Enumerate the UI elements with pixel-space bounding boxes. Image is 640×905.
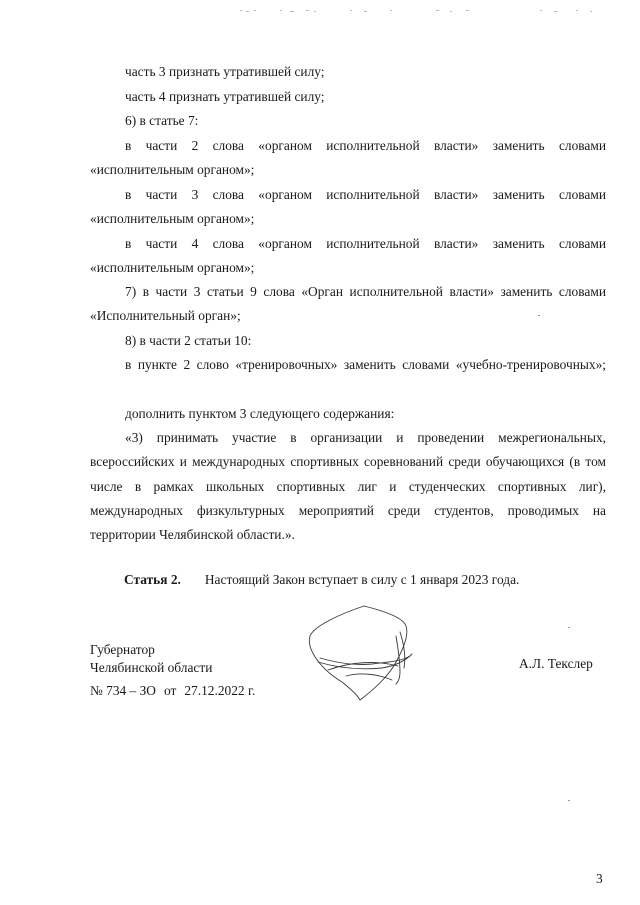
body-line-2: часть 4 признать утратившей силу; [125, 89, 325, 104]
body-paragraph-4: в части 2 слова «органом исполнительной власти» заменить словами «исполнительным органом»; [90, 138, 606, 178]
scan-speck [568, 800, 570, 801]
page-number: 3 [596, 871, 603, 886]
scan-speck [568, 627, 570, 628]
governor-title [90, 641, 212, 677]
body-paragraph-5: в части 3 слова «органом исполнительной власти» заменить словами «исполнительным органом»; [90, 187, 606, 227]
law-from-word: от [163, 683, 177, 698]
body-paragraph-6: в части 4 слова «органом исполнительной власти» заменить словами «исполнительным органом»; [90, 236, 606, 276]
scan-speck [538, 315, 540, 316]
law-number-line [90, 683, 263, 699]
body-line-10: дополнить пунктом 3 следующего содержания: [125, 406, 395, 421]
governor-title-line2: Челябинской области [90, 660, 213, 675]
body-line-3: 6) в статье 7: [125, 113, 199, 128]
governor-title-line1: Губернатор [90, 642, 155, 657]
handwritten-signature [300, 596, 418, 706]
article-2 [124, 570, 519, 590]
article-text: Настоящий Закон вступает в силу с 1 января 2023 года. [204, 572, 520, 587]
body-paragraph-quote: «3) принимать участие в организации и проведении межрегиональных, всероссийских и международных спортивных соревнований среди обучающихся (в том числе в рамках школьных спортивных лиг и студенческих спортивных лиг), международных физкультурных мероприятий среди студентов, проводимых на территории Челябинской области.». [90, 430, 606, 543]
body-paragraph-9: в пункте 2 слово «тренировочных» заменить словами «учебно-тренировочных»; [125, 357, 606, 372]
body-paragraph-7: 7) в части 3 статьи 9 слова «Орган исполнительной власти» заменить словами «Исполнительный орган»; [90, 284, 606, 324]
body-line-8: 8) в части 2 статьи 10: [125, 333, 252, 348]
article-label: Статья 2. [124, 572, 181, 587]
law-date: 27.12.2022 г. [184, 683, 256, 698]
scan-artifact [240, 8, 600, 14]
body-line-1: часть 3 признать утратившей силу; [125, 64, 325, 79]
governor-name: А.Л. Текслер [519, 656, 593, 671]
law-number: № 734 – ЗО [90, 683, 156, 698]
